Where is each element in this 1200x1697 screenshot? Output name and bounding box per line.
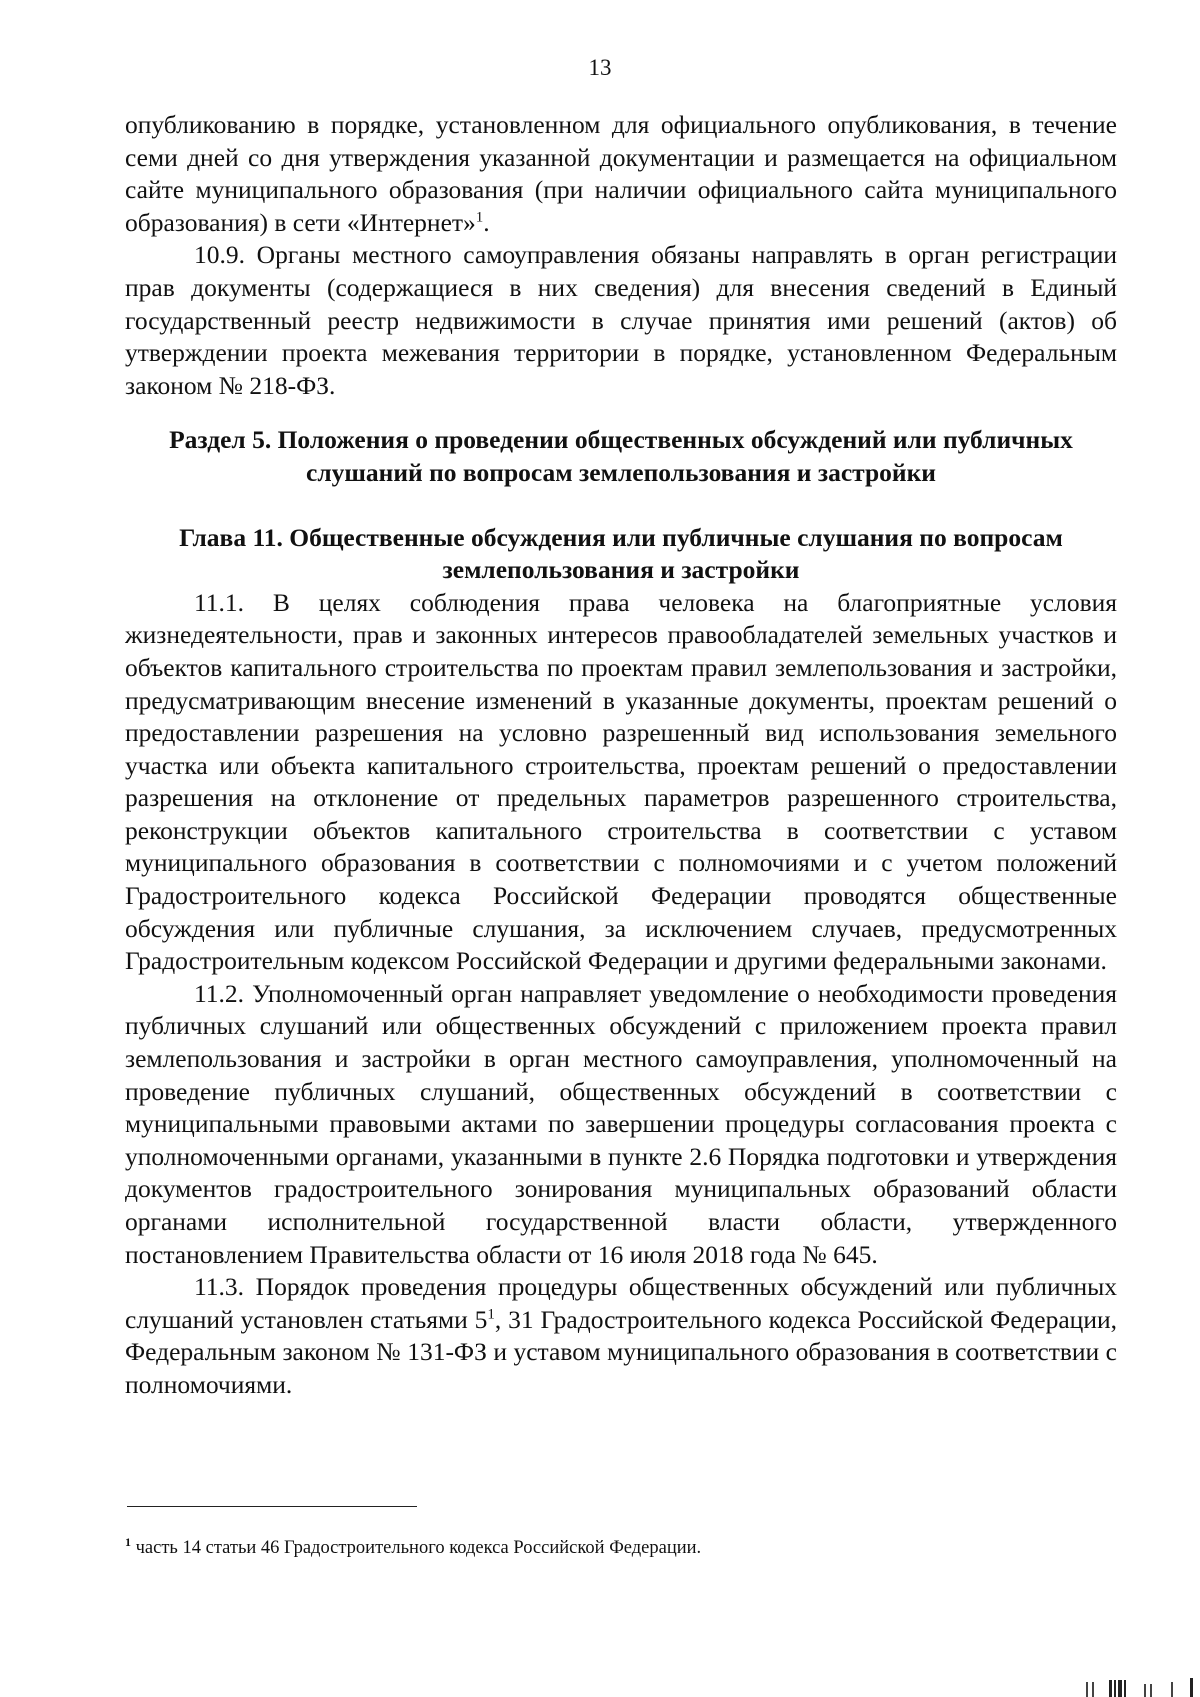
footnote-separator: [127, 1506, 417, 1507]
paragraph-continuation: [125, 109, 1117, 239]
paragraph-11-3: [125, 1271, 1117, 1401]
article-superscript: 1: [487, 1306, 495, 1323]
paragraph-text: опубликованию в порядке, установленном для официального опубликования, в течение семи дней со дня утверждения указанной документации и размещается на официальном сайте муниципального образования (при наличии официального сайта муниципального образования) в сети «Интернет»: [125, 110, 1117, 237]
document-body: [125, 109, 1117, 1402]
paragraph-end-punctuation: .: [483, 207, 490, 237]
paragraph-10-9: 10.9. Органы местного самоуправления обязаны направлять в орган регистрации прав документы (содержащиеся в них сведения) для внесения сведений в Единый государственный реестр недвижимости в случае принятия ими решений (актов) об утверждении проекта межевания территории в порядке, установленном Федеральным законом № 218-ФЗ.: [125, 240, 1117, 400]
scan-barcode-marks: [1086, 1676, 1196, 1697]
footnote-marker: 1: [125, 1534, 131, 1549]
footnote: [125, 1536, 1105, 1560]
page-number: 13: [588, 55, 612, 80]
footnote-reference: 1: [475, 209, 484, 226]
section-heading: Раздел 5. Положения о проведении общественных обсуждений или публичных слушаний по вопросам землепользования и застройки: [169, 425, 1073, 487]
paragraph-11-2: 11.2. Уполномоченный орган направляет уведомление о необходимости проведения публичных слушаний или общественных обсуждений с приложением проекта правил землепользования и застройки в орган местного самоуправления, уполномоченный на проведение публичных слушаний, общественных обсуждений в соответствии с муниципальными правовыми актами по завершении процедуры согласования проекта с уполномоченными органами, указанными в пункте 2.6 Порядка подготовки и утверждения документов градостроительного зонирования муниципальных образований области органами исполнительной государственной власти области, утвержденного постановлением Правительства области от 16 июля 2018 года № 645.: [125, 978, 1117, 1269]
footnote-text: часть 14 статьи 46 Градостроительного кодекса Российской Федерации.: [131, 1538, 702, 1558]
chapter-heading: Глава 11. Общественные обсуждения или публичные слушания по вопросам землепользования и застройки: [179, 522, 1063, 585]
paragraph-11-1: 11.1. В целях соблюдения права человека на благоприятные условия жизнедеятельности, прав и законных интересов правообладателей земельных участков и объектов капитального строительства по проектам правил землепользования и застройки, предусматривающим внесение изменений в указанные документы, проектам решений о предоставлении разрешения на условно разрешенный вид использования земельного участка или объекта капитального строительства, проектам решений о предоставлении разрешения на отклонение от предельных параметров разрешенного строительства, реконструкции объектов капитального строительства в соответствии с уставом муниципального образования в соответствии с полномочиями и с учетом положений Градостроительного кодекса Российской Федерации проводятся общественные обсуждения или публичные слушания, за исключением случаев, предусмотренных Градостроительным кодексом Российской Федерации и другими федеральными законами.: [125, 587, 1117, 976]
paragraph-text: , 31 Градостроительного кодекса Российской Федерации, Федеральным законом № 131-ФЗ и уставом муниципального образования в соответствии с полномочиями.: [125, 1304, 1117, 1399]
paragraph-text: 11.3. Порядок проведения процедуры общественных обсуждений или публичных слушаний установлен статьями 5: [125, 1272, 1117, 1334]
